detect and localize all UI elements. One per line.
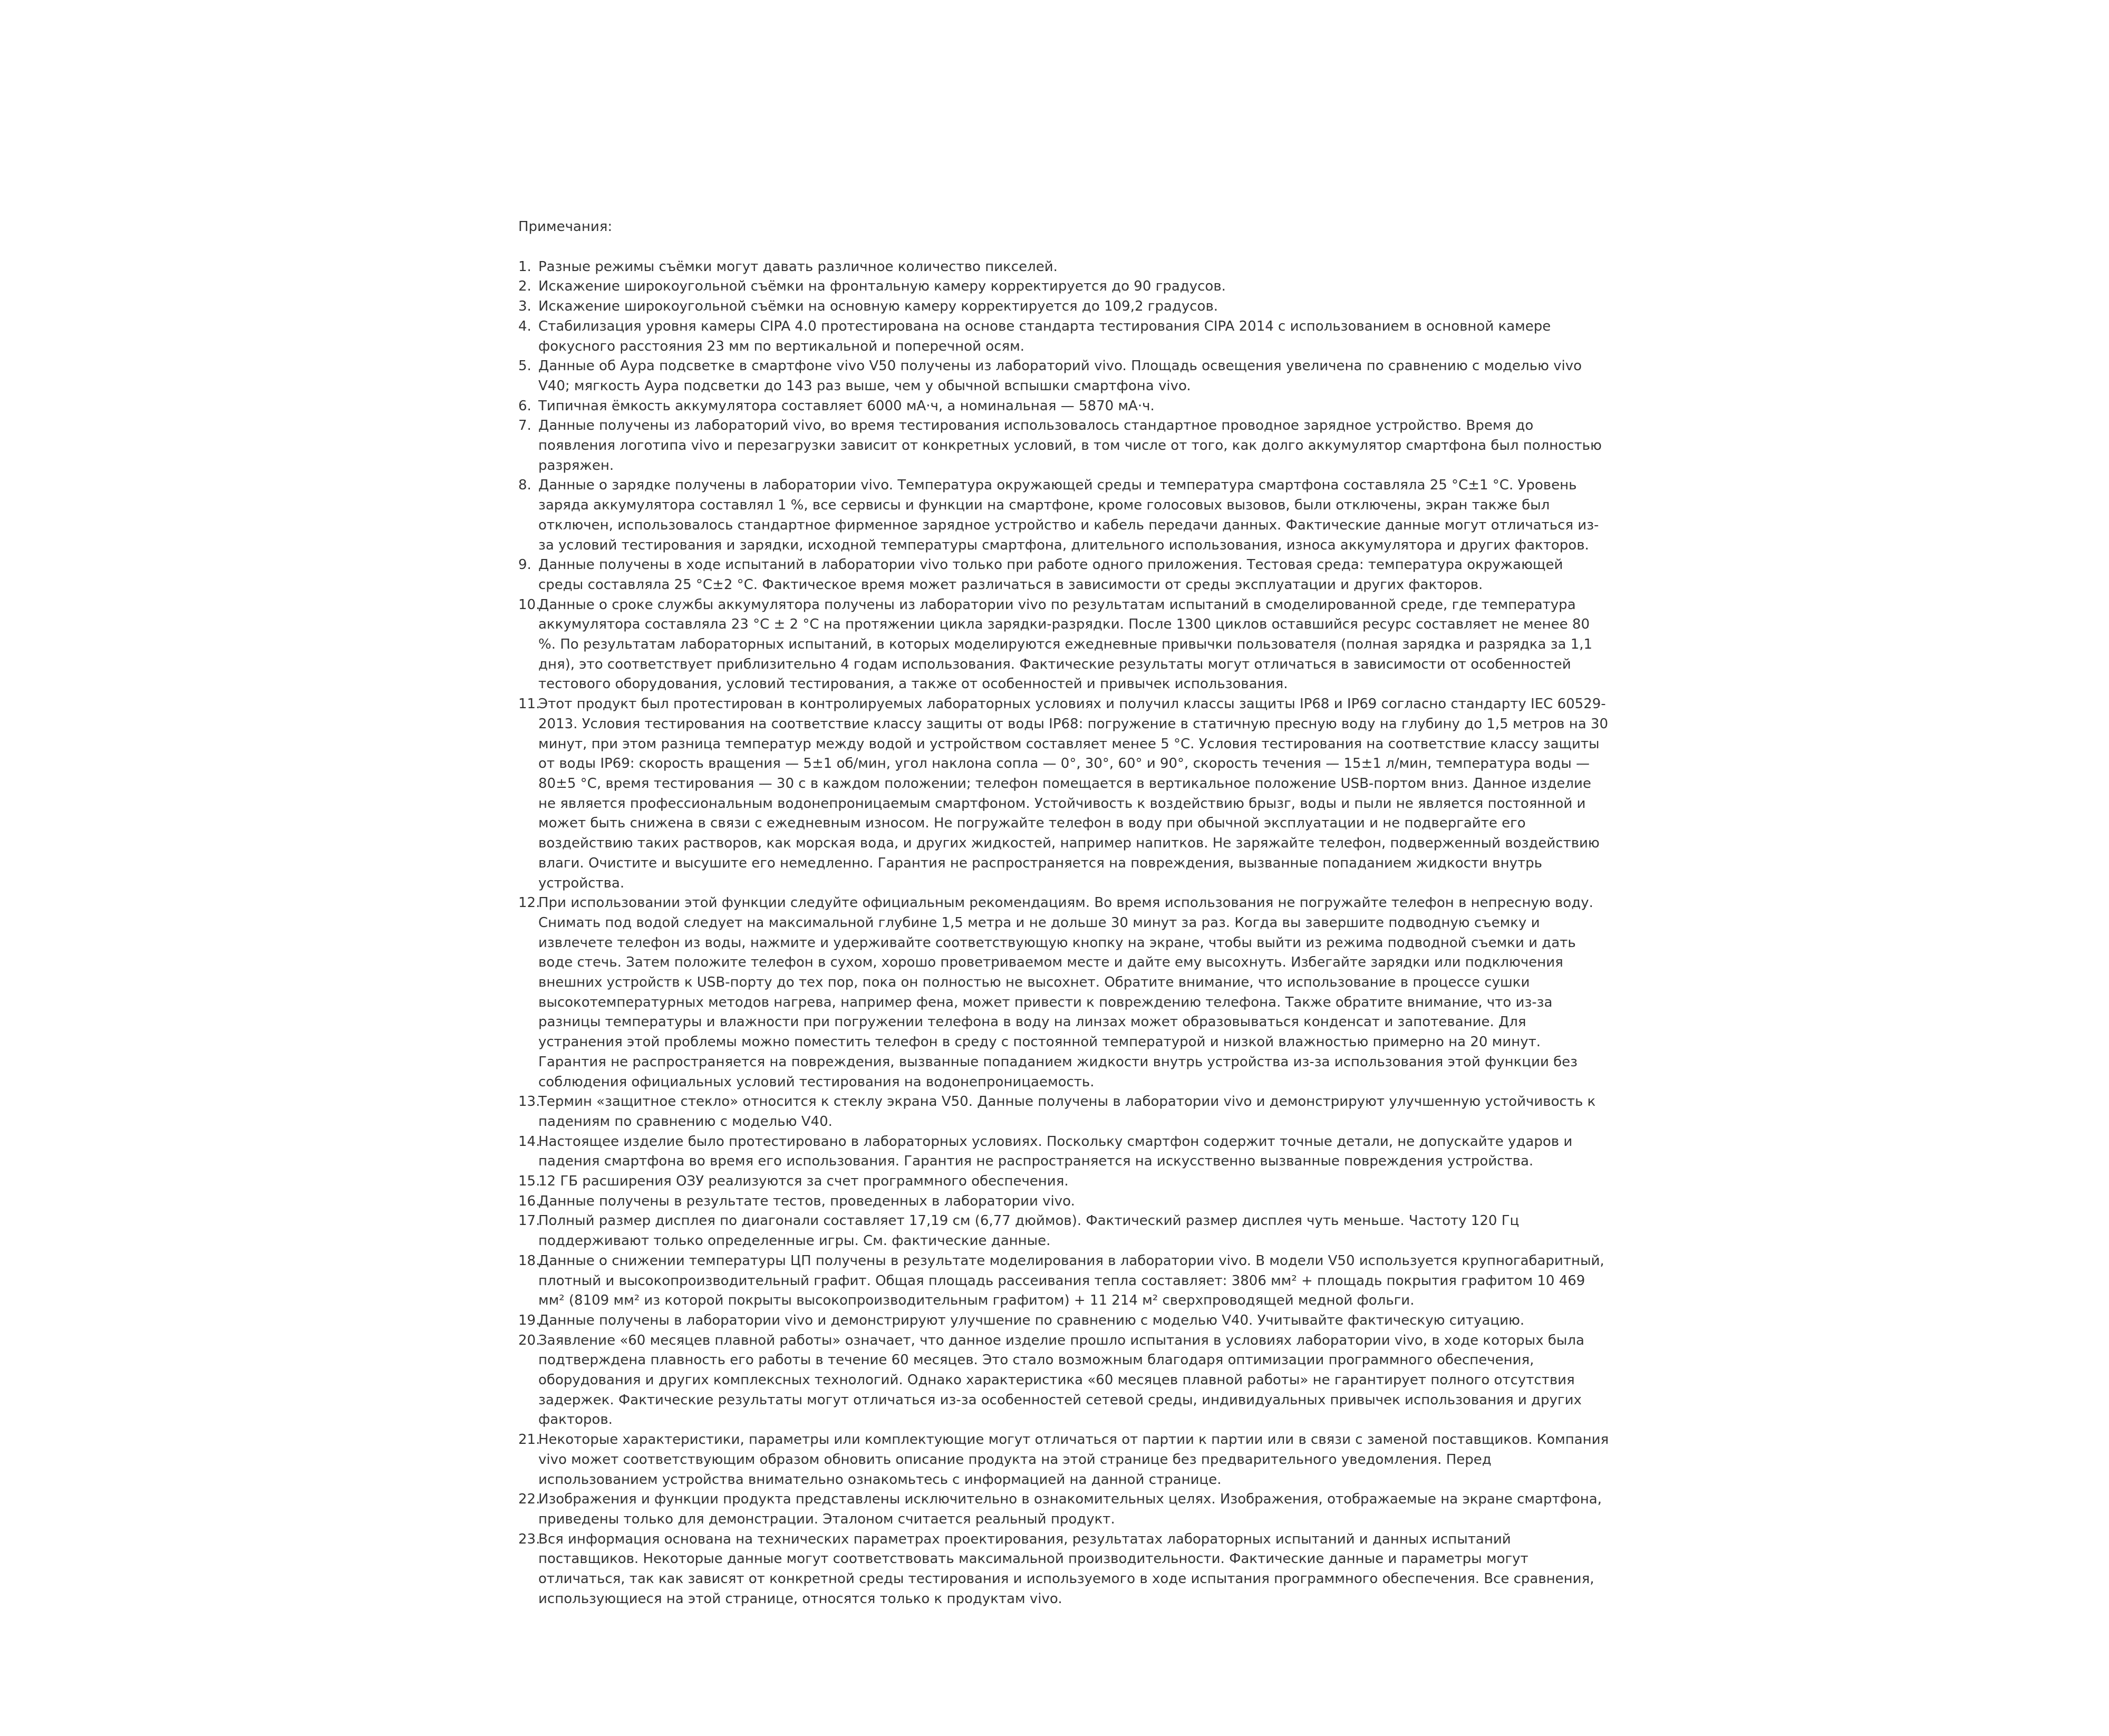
note-text: Типичная ёмкость аккумулятора составляет 6000 мА·ч, а номинальная — 5870 мА·ч. <box>538 398 1155 414</box>
note-number: 17. <box>518 1213 540 1229</box>
note-item <box>518 1092 1610 1132</box>
note-item <box>518 476 1610 555</box>
note-text: Изображения и функции продукта представлены исключительно в ознакомительных целях. Изображения, отображаемые на экране смартфона, приведены только для демонстрации. Эталоном считается реальный продукт. <box>538 1491 1602 1527</box>
note-item <box>518 277 1610 297</box>
note-item <box>518 595 1610 695</box>
note-text: Заявление «60 месяцев плавной работы» означает, что данное изделие прошло испытания в условиях лаборатории vivo, в ходе которых была подтверждена плавность его работы в течение 60 месяцев. Это стало возможным благодаря оптимизации программного обеспечения, оборудования и других комплексных технологий. Однако характеристика «60 месяцев плавной работы» не гарантирует полного отсутствия задержек. Фактические результаты могут отличаться из-за особенностей сетевой среды, индивидуальных привычек использования и других факторов. <box>538 1332 1584 1428</box>
note-item <box>518 1192 1610 1212</box>
note-text: Данные об Аура подсветке в смартфоне vivo V50 получены из лабораторий vivo. Площадь освещения увеличена по сравнению с моделью vivo V40; мягкость Аура подсветки до 143 раз выше, чем у обычной вспышки смартфона vivo. <box>538 358 1582 394</box>
note-item <box>518 1490 1610 1529</box>
note-item <box>518 397 1610 417</box>
note-text: Данные получены в лаборатории vivo и демонстрируют улучшение по сравнению с моделью V40. Учитывайте фактическую ситуацию. <box>538 1312 1525 1328</box>
note-text: Настоящее изделие было протестировано в лабораторных условиях. Поскольку смартфон содержит точные детали, не допускайте ударов и падения смартфона во время его использования. Гарантия не распространяется на искусственно вызванные повреждения устройства. <box>538 1133 1573 1170</box>
note-number: 23. <box>518 1531 540 1547</box>
note-text: Вся информация основана на технических параметрах проектирования, результатах лабораторных испытаний и данных испытаний поставщиков. Некоторые данные могут соответствовать максимальной производительности. Фактические данные и параметры могут отличаться, так как зависят от конкретной среды тестирования и используемого в ходе испытания программного обеспечения. Все сравнения, использующиеся на этой странице, относятся только к продуктам vivo. <box>538 1531 1594 1607</box>
note-number: 20. <box>518 1332 540 1348</box>
note-text: Данные получены из лабораторий vivo, во время тестирования использовалось стандартное проводное зарядное устройство. Время до появления логотипа vivo и перезагрузки зависит от конкретных условий, в том числе от того, как долго аккумулятор смартфона был полностью разряжен. <box>538 418 1602 474</box>
note-text: При использовании этой функции следуйте официальным рекомендациям. Во время использования не погружайте телефон в непресную воду. Снимать под водой следует на максимальной глубине 1,5 метра и не дольше 30 минут за раз. Когда вы завершите подводную съемку и извлечете телефон из воды, нажмите и удерживайте соответствующую кнопку на экране, чтобы выйти из режима подводной съемки и дать воде стечь. Затем положите телефон в сухом, хорошо проветриваемом месте и дайте ему высохнуть. Избегайте зарядки или подключения внешних устройств к USB-порту до тех пор, пока он полностью не высохнет. Обратите внимание, что использование в процессе сушки высокотемпературных методов нагрева, например фена, может привести к повреждению телефона. Также обратите внимание, что из-за разницы температуры и влажности при погружении телефона в воду на линзах может образовываться конденсат и запотевание. Для устранения этой проблемы можно поместить телефон в среду с постоянной температурой и низкой влажностью примерно на 20 минут. Гарантия не распространяется на повреждения, вызванные попаданием жидкости внутрь устройства из-за использования этой функции без соблюдения официальных условий тестирования на водонепроницаемость. <box>538 895 1593 1090</box>
notes-title: Примечания: <box>518 219 613 235</box>
note-text: Термин «защитное стекло» относится к стеклу экрана V50. Данные получены в лаборатории vivo и демонстрируют улучшенную устойчивость к падениям по сравнению с моделью V40. <box>538 1094 1596 1130</box>
note-number: 3. <box>518 298 531 315</box>
note-item <box>518 1251 1610 1311</box>
note-number: 16. <box>518 1193 540 1209</box>
note-number: 18. <box>518 1252 540 1269</box>
note-text: Некоторые характеристики, параметры или комплектующие могут отличаться от партии к партии или в связи с заменой поставщиков. Компания vivo может соответствующим образом обновить описание продукта на этой странице без предварительного уведомления. Перед использованием устройства внимательно ознакомьтесь с информацией на данной странице. <box>538 1432 1609 1488</box>
note-item <box>518 1172 1610 1192</box>
note-text: Данные получены в результате тестов, проведенных в лаборатории vivo. <box>538 1193 1075 1209</box>
note-item <box>518 695 1610 893</box>
note-item <box>518 893 1610 1092</box>
note-number: 10. <box>518 596 540 613</box>
note-item <box>518 555 1610 595</box>
note-number: 13. <box>518 1094 540 1110</box>
notes-section <box>518 217 1610 1609</box>
note-number: 14. <box>518 1133 540 1150</box>
note-text: Данные получены в ходе испытаний в лаборатории vivo только при работе одного приложения. Тестовая среда: температура окружающей среды составляла 25 °C±2 °C. Фактическое время может различаться в зависимости от среды эксплуатации и других факторов. <box>538 557 1563 593</box>
note-number: 15. <box>518 1173 540 1190</box>
note-text: Этот продукт был протестирован в контролируемых лабораторных условиях и получил классы защиты IP68 и IP69 согласно стандарту IEC 60529-2013. Условия тестирования на соответствие классу защиты от воды IP68: погружение в статичную пресную воду на глубину до 1,5 метров на 30 минут, при этом разница температур между водой и устройством составляет менее 5 °C. Условия тестирования на соответствие классу защиты от воды IP69: скорость вращения — 5±1 об/мин, угол наклона сопла — 0°, 30°, 60° и 90°, скорость течения — 15±1 л/мин, температура воды — 80±5 °C, время тестирования — 30 с в каждом положении; телефон помещается в вертикальное положение USB-портом вниз. Данное изделие не является профессиональным водонепроницаемым смартфоном. Устойчивость к воздействию брызг, воды и пыли не является постоянной и может быть снижена в связи с ежедневным износом. Не погружайте телефон в воду при обычной эксплуатации и не подвергайте его воздействию таких растворов, как морская вода, и других жидкостей, например напитков. Не заряжайте телефон, подверженный воздействию влаги. Очистите и высушите его немедленно. Гарантия не распространяется на повреждения, вызванные попаданием жидкости внутрь устройства. <box>538 696 1608 891</box>
note-number: 5. <box>518 358 531 374</box>
note-number: 12. <box>518 895 540 911</box>
note-number: 6. <box>518 398 531 414</box>
note-number: 11. <box>518 696 540 712</box>
note-text: 12 ГБ расширения ОЗУ реализуются за счет программного обеспечения. <box>538 1173 1069 1190</box>
note-number: 9. <box>518 557 531 573</box>
note-item <box>518 1132 1610 1172</box>
note-text: Данные о зарядке получены в лаборатории vivo. Температура окружающей среды и температура смартфона составляла 25 °C±1 °C. Уровень заряда аккумулятора составлял 1 %, все сервисы и функции на смартфоне, кроме голосовых вызовов, были отключены, экран также был отключен, использовалось стандартное фирменное зарядное устройство и кабель передачи данных. Фактические данные могут отличаться из-за условий тестирования и зарядки, исходной температуры смартфона, длительного использования, износа аккумулятора и других факторов. <box>538 477 1599 553</box>
note-number: 4. <box>518 318 531 334</box>
note-text: Полный размер дисплея по диагонали составляет 17,19 см (6,77 дюймов). Фактический размер дисплея чуть меньше. Частоту 120 Гц поддерживают только определенные игры. См. фактические данные. <box>538 1213 1520 1249</box>
note-number: 22. <box>518 1491 540 1508</box>
note-number: 19. <box>518 1312 540 1328</box>
notes-list <box>518 257 1610 1609</box>
note-number: 21. <box>518 1432 540 1448</box>
note-text: Данные о сроке службы аккумулятора получены из лаборатории vivo по результатам испытаний в смоделированной среде, где температура аккумулятора составляла 23 °C ± 2 °C на протяжении цикла зарядки-разрядки. После 1300 циклов оставшийся ресурс составляет не менее 80 %. По результатам лабораторных испытаний, в которых моделируются ежедневные привычки пользователя (полная зарядка и разрядка за 1,1 дня), это соответствует приблизительно 4 годам использования. Фактические результаты могут отличаться в зависимости от особенностей тестового оборудования, условий тестирования, а также от особенностей и привычек использования. <box>538 596 1593 692</box>
note-item <box>518 1311 1610 1331</box>
note-text: Данные о снижении температуры ЦП получены в результате моделирования в лаборатории vivo. В модели V50 используется крупногабаритный, плотный и высокопроизводительный графит. Общая площадь рассеивания тепла составляет: 3806 мм² + площадь покрытия графитом 10 469 мм² (8109 мм² из которой покрыты высокопроизводительным графитом) + 11 214 м² сверхпроводящей медной фольги. <box>538 1252 1604 1309</box>
note-number: 2. <box>518 278 531 295</box>
note-item <box>518 297 1610 317</box>
note-text: Искажение широкоугольной съёмки на фронтальную камеру корректируется до 90 градусов. <box>538 278 1226 295</box>
note-item <box>518 1211 1610 1251</box>
note-item <box>518 257 1610 277</box>
note-text: Стабилизация уровня камеры CIPA 4.0 протестирована на основе стандарта тестирования CIPA 2014 с использованием в основной камере фокусного расстояния 23 мм по вертикальной и поперечной осям. <box>538 318 1551 354</box>
note-number: 7. <box>518 418 531 434</box>
note-item <box>518 1331 1610 1431</box>
note-item <box>518 1430 1610 1490</box>
note-item <box>518 317 1610 356</box>
note-text: Искажение широкоугольной съёмки на основную камеру корректируется до 109,2 градусов. <box>538 298 1218 315</box>
note-text: Разные режимы съёмки могут давать различное количество пикселей. <box>538 258 1058 275</box>
note-item <box>518 356 1610 396</box>
note-item <box>518 1530 1610 1609</box>
note-item <box>518 416 1610 476</box>
note-number: 1. <box>518 258 531 275</box>
note-number: 8. <box>518 477 531 494</box>
